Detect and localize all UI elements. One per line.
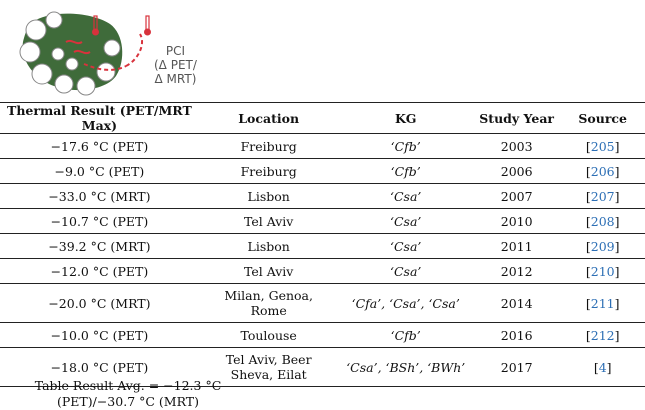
location-line: Milan, Genoa, (224, 288, 313, 303)
table-row (0, 159, 645, 184)
table-row (0, 323, 645, 348)
table-summary (18, 378, 238, 410)
cell-year: 2010 (473, 209, 560, 234)
reference-link[interactable]: 212 (590, 327, 615, 343)
cell-year: 2017 (473, 348, 560, 387)
cell-kg: ‘Cfb’ (339, 159, 473, 184)
results-table (0, 102, 645, 387)
cell-year: 2012 (473, 259, 560, 284)
cell-kg: ‘Csa’ (339, 259, 473, 284)
table-header-row (0, 103, 645, 134)
cell-location: Freiburg (199, 134, 339, 159)
reference-link[interactable]: 209 (590, 238, 615, 254)
pci-label-line-3: Δ MRT) (154, 72, 197, 86)
cell-source: [4] (560, 348, 645, 387)
header-kg: KG (339, 103, 473, 134)
cell-result: −12.0 °C (PET) (0, 259, 199, 284)
cell-source: [211] (560, 284, 645, 323)
header-study-year: Study Year (473, 103, 560, 134)
location-line: Sheva, Eilat (230, 367, 307, 382)
table-row (0, 234, 645, 259)
summary-line-1: Table Result Avg. = −12.3 °C (34, 378, 222, 393)
cell-kg: ‘Cfb’ (339, 134, 473, 159)
pci-label (154, 44, 197, 86)
cell-location: Tel Aviv (199, 209, 339, 234)
cell-location: Freiburg (199, 159, 339, 184)
cell-kg: ‘Csa’ (339, 184, 473, 209)
reference-link[interactable]: 4 (598, 359, 607, 375)
cell-location: Tel Aviv (199, 259, 339, 284)
cell-source: [206] (560, 159, 645, 184)
reference-link[interactable]: 207 (590, 188, 615, 204)
cell-result: −9.0 °C (PET) (0, 159, 199, 184)
summary-line-2: (PET)/−30.7 °C (MRT) (57, 394, 199, 409)
cell-source: [210] (560, 259, 645, 284)
cell-result: −10.7 °C (PET) (0, 209, 199, 234)
cell-location: Lisbon (199, 184, 339, 209)
reference-link[interactable]: 205 (590, 138, 615, 154)
reference-link[interactable]: 206 (590, 163, 615, 179)
cell-year: 2003 (473, 134, 560, 159)
cell-kg: ‘Csa’, ‘BSh’, ‘BWh’ (339, 348, 473, 387)
header-source: Source (560, 103, 645, 134)
cell-kg: ‘Cfb’ (339, 323, 473, 348)
cell-location: Toulouse (199, 323, 339, 348)
cell-year: 2007 (473, 184, 560, 209)
cell-result: −39.2 °C (MRT) (0, 234, 199, 259)
cell-kg: ‘Csa’ (339, 209, 473, 234)
pci-figure (14, 8, 214, 96)
table-row (0, 259, 645, 284)
header-location: Location (199, 103, 339, 134)
cell-result: −18.0 °C (PET) (0, 348, 199, 387)
reference-link[interactable]: 211 (590, 295, 615, 311)
pci-label-line-1: PCI (165, 44, 186, 58)
cell-kg: ‘Csa’ (339, 234, 473, 259)
header-thermal-result: Thermal Result (PET/MRT Max) (0, 103, 199, 134)
cell-location: Lisbon (199, 234, 339, 259)
table-row (0, 134, 645, 159)
cell-location (199, 284, 339, 323)
cell-result: −17.6 °C (PET) (0, 134, 199, 159)
cell-year: 2011 (473, 234, 560, 259)
cell-source: [205] (560, 134, 645, 159)
table-row (0, 284, 645, 323)
table-row (0, 209, 645, 234)
cell-year: 2016 (473, 323, 560, 348)
cell-result: −33.0 °C (MRT) (0, 184, 199, 209)
cell-source: [212] (560, 323, 645, 348)
cell-kg: ‘Cfa’, ‘Csa’, ‘Csa’ (339, 284, 473, 323)
table-row (0, 184, 645, 209)
cell-year: 2014 (473, 284, 560, 323)
reference-link[interactable]: 210 (590, 263, 615, 279)
cell-result: −20.0 °C (MRT) (0, 284, 199, 323)
cell-source: [207] (560, 184, 645, 209)
cell-source: [208] (560, 209, 645, 234)
reference-link[interactable]: 208 (590, 213, 615, 229)
cell-year: 2006 (473, 159, 560, 184)
cell-source: [209] (560, 234, 645, 259)
location-line: Tel Aviv, Beer (225, 352, 312, 367)
cell-result: −10.0 °C (PET) (0, 323, 199, 348)
pci-label-line-2: (Δ PET/ (154, 58, 197, 72)
location-line: Rome (250, 303, 287, 318)
